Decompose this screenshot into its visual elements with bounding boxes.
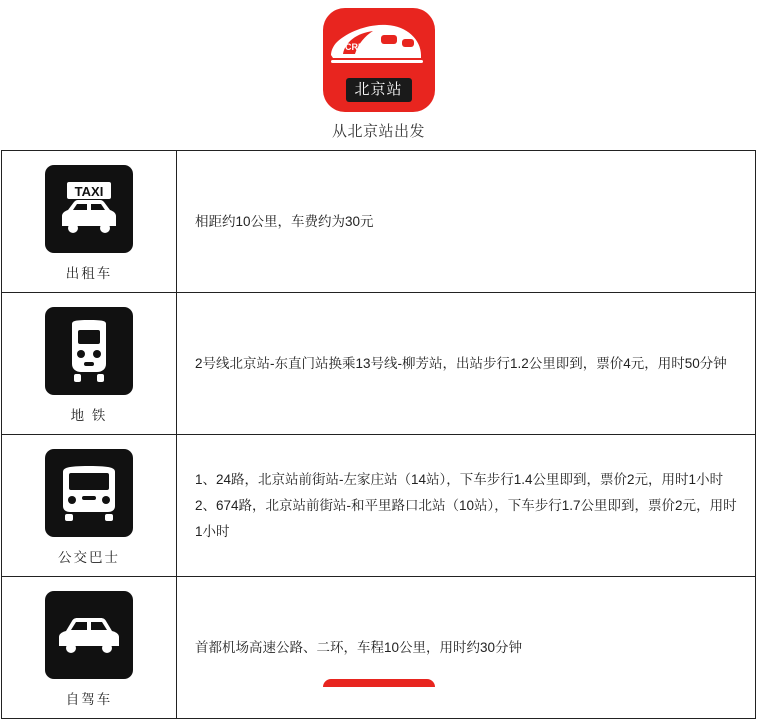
transport-icon-cell — [2, 293, 177, 435]
beijing-station-app-icon — [323, 8, 435, 112]
transport-mode-label: 自驾车 — [65, 692, 113, 707]
transport-icon-cell — [2, 577, 177, 719]
transport-description-cell — [177, 577, 756, 719]
transport-description-cell — [177, 435, 756, 577]
page-header — [0, 0, 757, 150]
transport-options-table — [1, 150, 756, 719]
table-row — [2, 577, 756, 719]
description-line: 2号线北京站-东直门站换乘13号线-柳芳站，出站步行1.2公里即到，票价4元，用时50分钟 — [195, 355, 727, 371]
bus-icon — [45, 449, 133, 537]
crh-train-icon — [323, 14, 435, 72]
station-badge: 北京站 — [345, 78, 411, 102]
svg-text:CRH: CRH — [344, 42, 364, 52]
transport-icon-cell — [2, 435, 177, 577]
description-line: 1、24路，北京站前街站-左家庄站（14站），下车步行1.4公里即到，票价2元，用时1小时 — [195, 471, 724, 487]
transport-description-cell — [177, 293, 756, 435]
description-line: 相距约10公里，车费约为30元 — [195, 213, 374, 229]
description-line: 首都机场高速公路、二环，车程10公里，用时约30分钟 — [195, 639, 523, 655]
transport-mode-label: 出租车 — [65, 266, 113, 281]
taxi-icon — [45, 165, 133, 253]
car-icon — [45, 591, 133, 679]
next-section-marker — [323, 679, 435, 687]
page-title: 从北京站出发 — [331, 123, 425, 140]
description-line: 2、674路，北京站前街站-和平里路口北站（10站），下车步行1.7公里即到，票价2元，用时1小时 — [195, 497, 737, 539]
table-row — [2, 151, 756, 293]
svg-text:TAXI: TAXI — [74, 184, 104, 199]
subway-icon — [45, 307, 133, 395]
transport-mode-label: 地 铁 — [70, 408, 108, 423]
table-row — [2, 435, 756, 577]
table-row — [2, 293, 756, 435]
transport-icon-cell — [2, 151, 177, 293]
transport-description-cell — [177, 151, 756, 293]
transport-mode-label: 公交巴士 — [58, 550, 120, 565]
